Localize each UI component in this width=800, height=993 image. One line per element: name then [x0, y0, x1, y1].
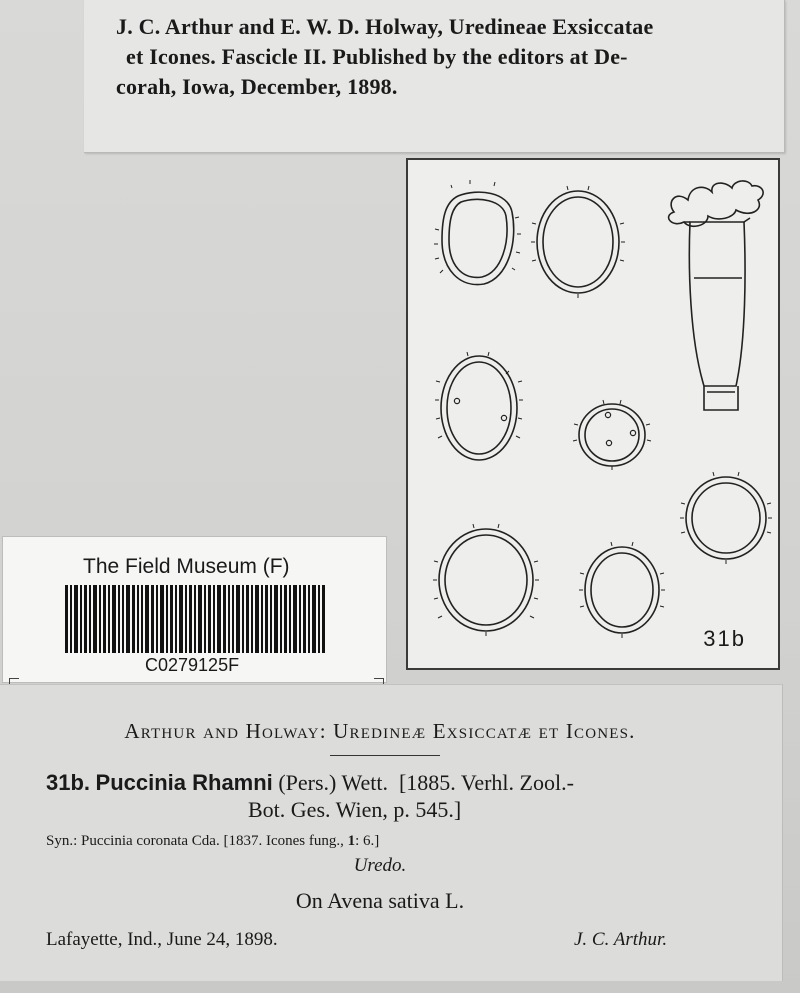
- specimen-number: 31b.: [46, 770, 91, 795]
- species-author: (Pers.) Wett.: [278, 770, 388, 795]
- spore-drawing-6: [579, 542, 665, 638]
- publication-line-2: et Icones. Fascicle II. Published by the editors at De-: [126, 44, 628, 69]
- catalog-number: C0279125F: [145, 655, 240, 675]
- synonym-line: [46, 833, 379, 850]
- spore-drawing-5: [433, 524, 539, 636]
- locality-date: Lafayette, Ind., June 24, 1898.: [46, 929, 278, 950]
- barcode-label: [2, 536, 387, 683]
- spore-drawing-7: [680, 472, 772, 564]
- publication-label: [84, 0, 785, 153]
- species-line: [46, 769, 574, 797]
- synonym-text: Syn.: Puccinia coronata Cda. [1837. Icones fung.,: [46, 833, 344, 849]
- spore-drawings: [408, 160, 778, 668]
- spore-drawing-3: [435, 352, 523, 460]
- divider-rule: [330, 755, 440, 756]
- citation-line-1: [1885. Verhl. Zool.-: [398, 770, 574, 795]
- spore-drawing-2: [531, 186, 625, 298]
- synonym-volume: 1: [347, 833, 356, 849]
- host-plant: On Avena sativa L.: [295, 888, 465, 913]
- species-name: Puccinia Rhamni: [95, 770, 273, 795]
- barcode-bars: [65, 585, 327, 653]
- series-title: Arthur and Holway: Uredineæ Exsiccatæ et Icones.: [124, 719, 636, 743]
- spore-drawing-4: [573, 400, 651, 470]
- publication-line-1: J. C. Arthur and E. W. D. Holway, Uredineae Exsiccatae: [116, 14, 654, 39]
- citation-line-2: Bot. Ges. Wien, p. 545.]: [248, 797, 462, 822]
- specimen-label: [0, 684, 783, 981]
- spore-illustration-plate: [406, 158, 780, 670]
- publication-line-3: corah, Iowa, December, 1898.: [116, 74, 398, 99]
- publication-text: [116, 12, 766, 102]
- synonym-page: : 6.]: [355, 833, 380, 849]
- plate-number: 31b: [703, 626, 746, 651]
- collector: J. C. Arthur.: [574, 929, 668, 950]
- spore-stage: Uredo.: [353, 855, 407, 876]
- teliospore-drawing: [669, 181, 764, 410]
- spore-drawing-1: [434, 180, 521, 285]
- museum-name: The Field Museum (F): [83, 555, 290, 578]
